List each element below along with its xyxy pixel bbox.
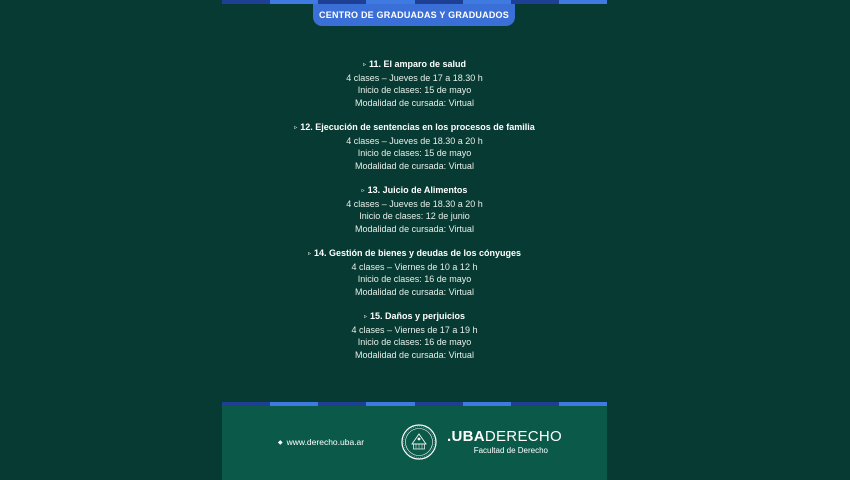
course-item [222, 121, 607, 172]
triangle-bullet-icon: ▹ [307, 251, 311, 257]
course-item [222, 310, 607, 361]
course-start: Inicio de clases: 16 de mayo [357, 337, 472, 347]
triangle-bullet-icon: ▹ [363, 314, 367, 320]
triangle-bullet-icon: ▹ [362, 62, 366, 68]
course-item [222, 58, 607, 109]
course-start: Inicio de clases: 15 de mayo [357, 148, 472, 158]
course-start: Inicio de clases: 15 de mayo [357, 85, 472, 95]
header-title: CENTRO DE GRADUADAS Y GRADUADOS [313, 4, 515, 26]
course-schedule: 4 clases – Jueves de 18.30 a 20 h [346, 135, 483, 146]
course-mode: Modalidad de cursada: Virtual [355, 286, 474, 297]
course-title: 13. Juicio de Alimentos [367, 185, 468, 195]
triangle-bullet-icon: ▹ [361, 188, 365, 194]
course-mode: Modalidad de cursada: Virtual [355, 97, 474, 108]
website-link[interactable] [278, 437, 364, 447]
course-list [222, 58, 607, 373]
triangle-bullet-icon: ▹ [294, 125, 298, 131]
course-title: 14. Gestión de bienes y deudas de los cónyuges [313, 248, 522, 258]
course-start: Inicio de clases: 16 de mayo [357, 274, 472, 284]
course-mode: Modalidad de cursada: Virtual [355, 223, 474, 234]
course-schedule: 4 clases – Jueves de 17 a 18.30 h [346, 72, 483, 83]
course-title: 11. El amparo de salud [368, 59, 467, 69]
logo-derecho: DERECHO [484, 428, 562, 445]
website-text: www.derecho.uba.ar [286, 437, 365, 447]
course-item [222, 184, 607, 235]
course-title: 12. Ejecución de sentencias en los procesos de familia [300, 122, 535, 132]
course-mode: Modalidad de cursada: Virtual [355, 160, 474, 171]
diamond-bullet-icon: ◆ [278, 439, 283, 446]
course-start: Inicio de clases: 12 de junio [359, 211, 470, 221]
course-mode: Modalidad de cursada: Virtual [355, 349, 474, 360]
course-title: 15. Daños y perjuicios [369, 311, 466, 321]
uba-derecho-logo [447, 428, 562, 455]
logo-uba: .UBA [447, 428, 485, 445]
course-schedule: 4 clases – Jueves de 18.30 a 20 h [346, 198, 483, 209]
university-seal-icon [401, 424, 437, 460]
course-item [222, 247, 607, 298]
course-schedule: 4 clases – Viernes de 10 a 12 h [351, 261, 478, 272]
course-schedule: 4 clases – Viernes de 17 a 19 h [351, 324, 478, 335]
logo-subtitle: Facultad de Derecho [473, 446, 548, 455]
